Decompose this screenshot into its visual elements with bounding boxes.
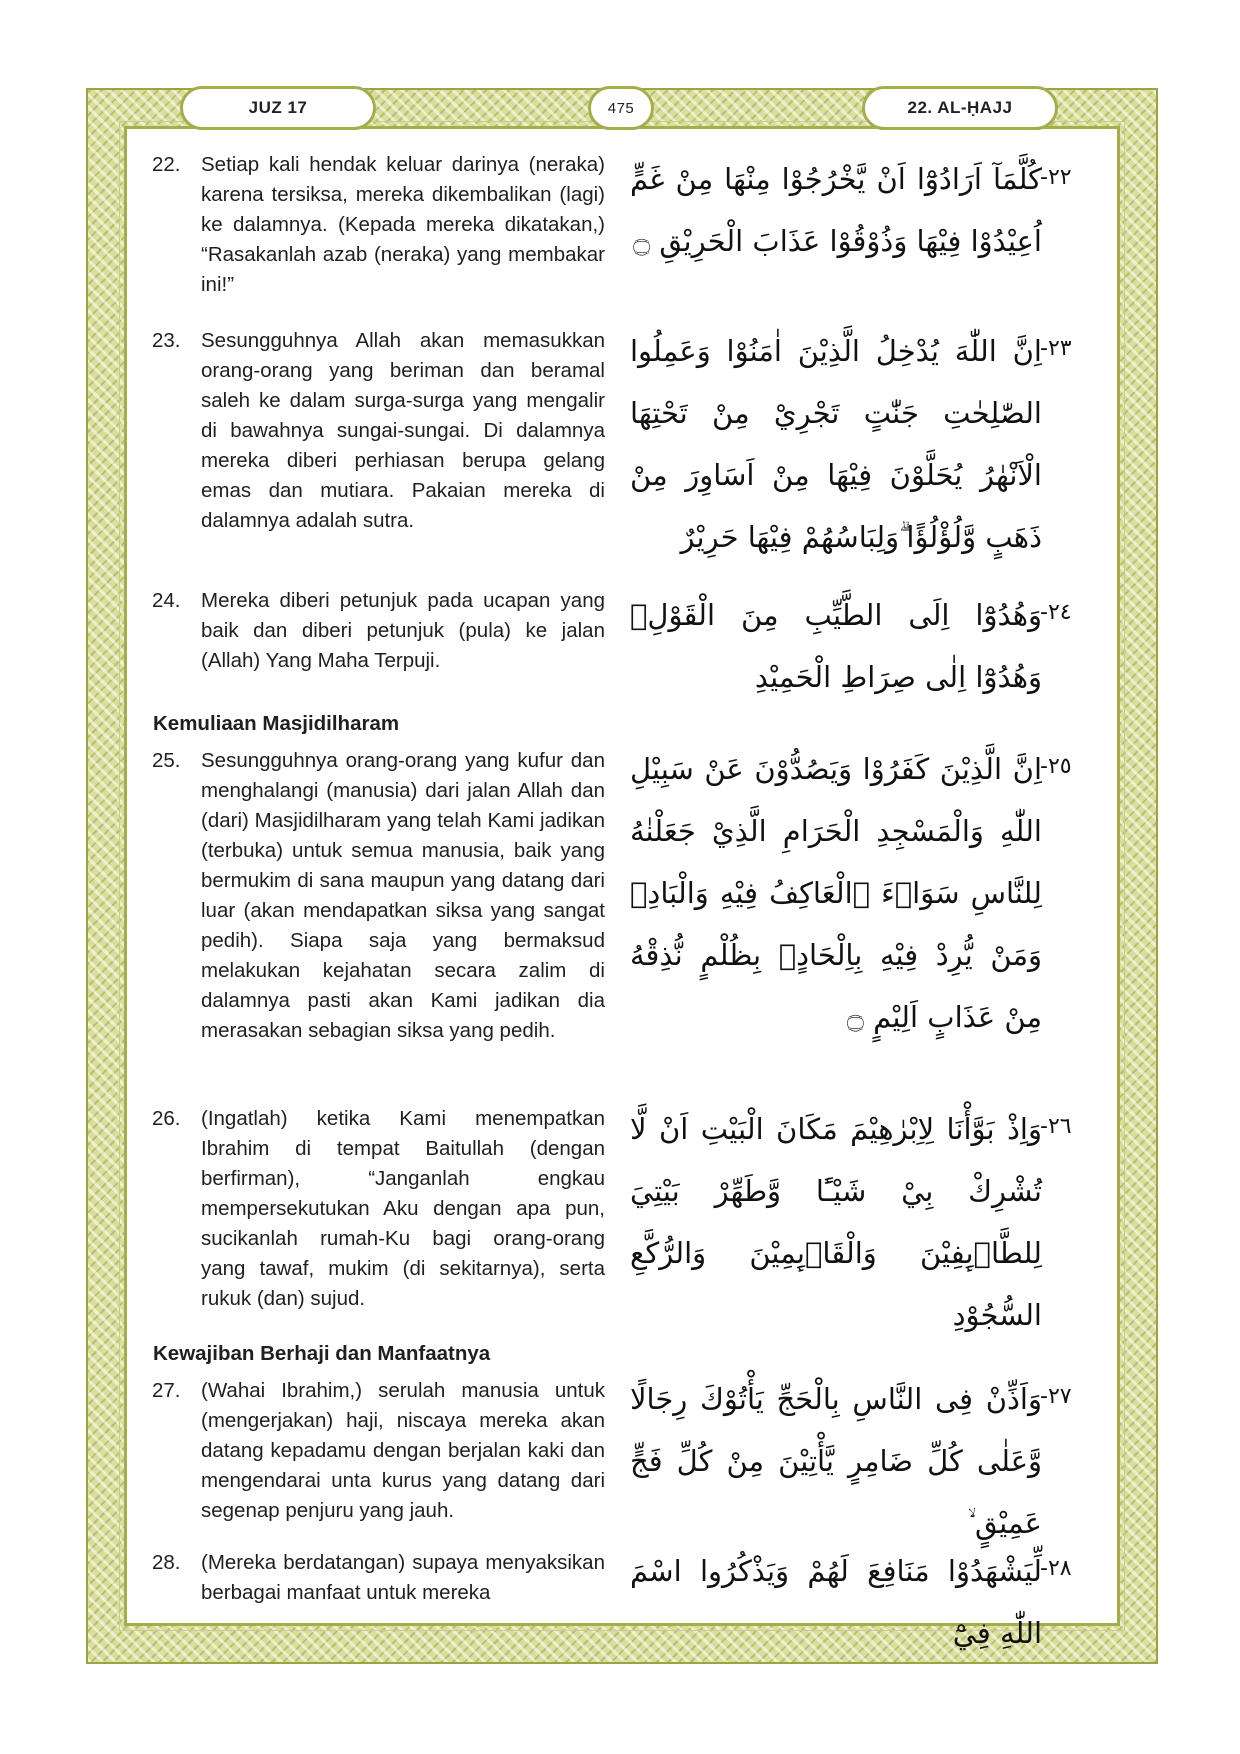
verse-translation: Sesungguhnya orang-orang yang kufur dan menghalangi (manusia) dari jalan Allah dan (dari) Masjidilharam yang telah Kami jadikan (terbuka) untuk semua manusia, baik yang bermukim di sana maupun yang datang dari luar (akan mendapatkan siksa yang sangat pedih). Siapa saja yang bermaksud melakukan kejahatan secara zalim di dalamnya pasti akan Kami jadikan dia merasakan sebagian siksa yang pedih. — [201, 749, 605, 1042]
arabic-verse-number: -٢٣ — [1040, 336, 1072, 361]
page-number: 475 — [588, 86, 654, 130]
verse-arabic: وَاِذْ بَوَّأْنَا لِاِبْرٰهِيْمَ مَكَانَ الْبَيْتِ اَنْ لَّا تُشْرِكْ بِيْ شَيْـًٔا وَّطَهِّرْ بَيْتِيَ لِلطَّاۤىِٕفِيْنَ وَالْقَاۤىِٕمِيْنَ وَالرُّكَّعِ السُّجُوْدِ — [630, 1112, 1042, 1332]
verse-translation: Sesungguhnya Allah akan memasukkan orang-orang yang beriman dan beramal saleh ke dalam surga-surga yang mengalir di bawahnya sungai-sungai. Di dalamnya mereka diberi perhiasan berupa gelang emas dan mutiara. Pakaian mereka di dalamnya adalah sutra. — [201, 329, 605, 532]
surah-label: 22. AL-ḤAJJ — [862, 86, 1058, 130]
arabic-verse-number: -٢٨ — [1040, 1556, 1072, 1581]
arabic-verse-number: -٢٢ — [1040, 165, 1072, 190]
verse-translation: (Mereka berdatangan) supaya menyaksikan berbagai manfaat untuk mereka — [201, 1551, 605, 1604]
verse-number: 22. — [152, 153, 181, 176]
verse-translation: (Ingatlah) ketika Kami menempatkan Ibrahim di tempat Baitullah (dengan berfirman), “Janganlah engkau mempersekutukan Aku dengan apa pun, sucikanlah rumah-Ku bagi orang-orang yang tawaf, mukim (di sekitarnya), serta rukuk (dan) sujud. — [201, 1107, 605, 1310]
verse-translation: Setiap kali hendak keluar darinya (neraka) karena tersiksa, mereka dikembalikan (lagi) ke dalamnya. (Kepada mereka dikatakan,) “Rasakanlah azab (neraka) yang membakar ini!” — [201, 153, 605, 296]
verse-arabic: لِّيَشْهَدُوْا مَنَافِعَ لَهُمْ وَيَذْكُرُوا اسْمَ اللّٰهِ فِيْٓ — [630, 1554, 1042, 1650]
juz-label: JUZ 17 — [180, 86, 376, 130]
verse-number: 25. — [152, 749, 181, 772]
arabic-verse-number: -٢٧ — [1040, 1384, 1072, 1409]
verse-arabic: اِنَّ الَّذِيْنَ كَفَرُوْا وَيَصُدُّوْنَ عَنْ سَبِيْلِ اللّٰهِ وَالْمَسْجِدِ الْحَرَامِ الَّذِيْ جَعَلْنٰهُ لِلنَّاسِ سَوَاۤءَ ۨالْعَاكِفُ فِيْهِ وَالْبَادِۗ وَمَنْ يُّرِدْ فِيْهِ بِاِلْحَادٍۢ بِظُلْمٍ نُّذِقْهُ مِنْ عَذَابٍ اَلِيْمٍ ۝ — [630, 752, 1042, 1034]
section-heading: Kewajiban Berhaji dan Manfaatnya — [153, 1342, 491, 1365]
verse-number: 26. — [152, 1107, 181, 1130]
verse-translation: (Wahai Ibrahim,) serulah manusia untuk (mengerjakan) haji, niscaya mereka akan datang kepadamu dengan berjalan kaki dan mengendarai unta kurus yang datang dari segenap penjuru yang jauh. — [201, 1379, 605, 1522]
verse-translation: Mereka diberi petunjuk pada ucapan yang baik dan diberi petunjuk (pula) ke jalan (Allah) Yang Maha Terpuji. — [201, 589, 605, 672]
verse-number: 23. — [152, 329, 181, 352]
verse-number: 24. — [152, 589, 181, 612]
verse-arabic: وَهُدُوْٓا اِلَى الطَّيِّبِ مِنَ الْقَوْلِۚ وَهُدُوْٓا اِلٰى صِرَاطِ الْحَمِيْدِ — [630, 598, 1042, 694]
verse-number: 27. — [152, 1379, 181, 1402]
arabic-verse-number: -٢٦ — [1040, 1114, 1072, 1139]
section-heading: Kemuliaan Masjidilharam — [153, 712, 400, 735]
arabic-verse-number: -٢٥ — [1040, 754, 1072, 779]
verse-number: 28. — [152, 1551, 181, 1574]
verse-arabic: كُلَّمَآ اَرَادُوْٓا اَنْ يَّخْرُجُوْا مِنْهَا مِنْ غَمٍّ اُعِيْدُوْا فِيْهَا وَذُوْقُوْا عَذَابَ الْحَرِيْقِ ۝ — [630, 162, 1042, 258]
verse-arabic: وَاَذِّنْ فِى النَّاسِ بِالْحَجِّ يَأْتُوْكَ رِجَالًا وَّعَلٰى كُلِّ ضَامِرٍ يَّأْتِيْنَ مِنْ كُلِّ فَجٍّ عَمِيْقٍ ۙ — [630, 1382, 1042, 1540]
arabic-verse-number: -٢٤ — [1040, 600, 1072, 625]
verse-arabic: اِنَّ اللّٰهَ يُدْخِلُ الَّذِيْنَ اٰمَنُوْا وَعَمِلُوا الصّٰلِحٰتِ جَنّٰتٍ تَجْرِيْ مِنْ تَحْتِهَا الْاَنْهٰرُ يُحَلَّوْنَ فِيْهَا مِنْ اَسَاوِرَ مِنْ ذَهَبٍ وَّلُؤْلُؤًا ۗوَلِبَاسُهُمْ فِيْهَا حَرِيْرٌ — [630, 334, 1042, 554]
